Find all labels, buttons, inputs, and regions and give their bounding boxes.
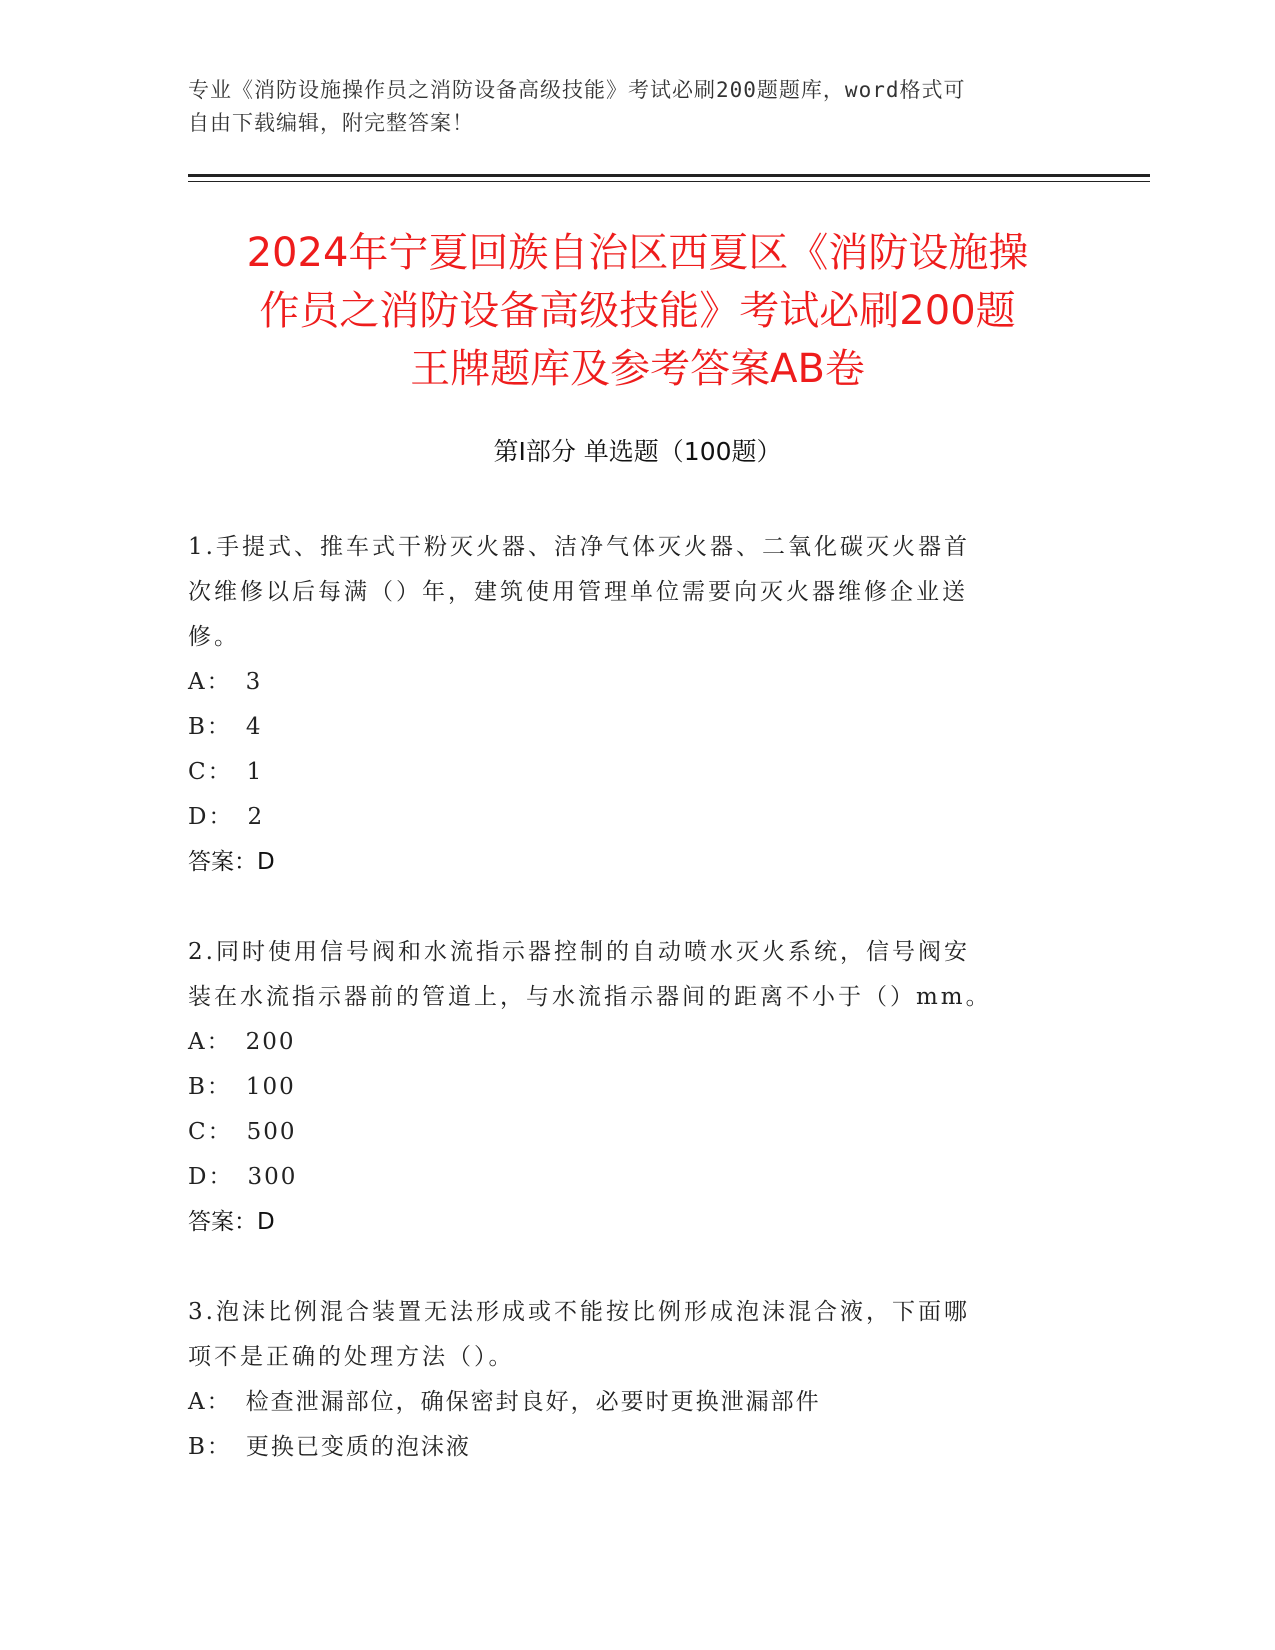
title-line-2: 作员之消防设备高级技能》考试必刷200题 xyxy=(259,288,1016,334)
option-text: 3 xyxy=(245,669,263,695)
option-key: C： xyxy=(188,759,233,785)
question-stem-line: 次维修以后每满（）年，建筑使用管理单位需要向灭火器维修企业送 xyxy=(188,579,968,605)
option-key: B： xyxy=(188,1434,232,1460)
title-line-3: 王牌题库及参考答案AB卷 xyxy=(410,346,865,392)
question-1-option-b xyxy=(188,705,1068,750)
option-text: 100 xyxy=(245,1074,296,1100)
option-key: D： xyxy=(188,804,234,830)
option-key: A： xyxy=(188,669,232,695)
title-line-1: 2024年宁夏回族自治区西夏区《消防设施操 xyxy=(246,230,1029,276)
option-key: B： xyxy=(188,714,232,740)
question-1 xyxy=(188,525,1068,885)
question-3-option-b xyxy=(188,1425,1068,1470)
question-stem-line: 1.手提式、推车式干粉灭火器、洁净气体灭火器、二氧化碳灭火器首 xyxy=(188,534,970,560)
option-text: 2 xyxy=(247,804,265,830)
option-text: 4 xyxy=(245,714,263,740)
question-1-option-d xyxy=(188,795,1068,840)
question-2-stem xyxy=(188,930,1068,1020)
question-2-option-c xyxy=(188,1110,1068,1155)
option-text: 更换已变质的泡沫液 xyxy=(245,1434,471,1460)
question-1-answer: 答案：D xyxy=(188,849,275,875)
question-1-option-c xyxy=(188,750,1068,795)
option-text: 500 xyxy=(246,1119,297,1145)
header-note-line-2: 自由下载编辑，附完整答案！ xyxy=(188,111,474,135)
question-list xyxy=(188,525,1068,1515)
option-text: 1 xyxy=(246,759,264,785)
option-key: A： xyxy=(188,1029,232,1055)
question-2 xyxy=(188,930,1068,1245)
question-1-option-a xyxy=(188,660,1068,705)
question-3-stem xyxy=(188,1290,1068,1380)
option-key: C： xyxy=(188,1119,233,1145)
option-key: A： xyxy=(188,1389,232,1415)
section-title: 第Ⅰ部分 单选题（100题） xyxy=(493,437,782,466)
document-title xyxy=(160,224,1115,398)
question-2-answer: 答案：D xyxy=(188,1209,275,1235)
question-3-option-a xyxy=(188,1380,1068,1425)
question-3 xyxy=(188,1290,1068,1470)
question-2-option-a xyxy=(188,1020,1068,1065)
question-1-stem xyxy=(188,525,1068,660)
option-text: 300 xyxy=(247,1164,298,1190)
question-stem-line: 项不是正确的处理方法（）。 xyxy=(188,1344,515,1370)
question-stem-line: 2.同时使用信号阀和水流指示器控制的自动喷水灭火系统，信号阀安 xyxy=(188,939,970,965)
option-key: B： xyxy=(188,1074,232,1100)
document-header-note xyxy=(188,74,1088,140)
header-divider-thick xyxy=(188,174,1150,177)
option-text: 200 xyxy=(245,1029,296,1055)
question-stem-line: 装在水流指示器前的管道上，与水流指示器间的距离不小于（）mm。 xyxy=(188,984,992,1010)
question-2-option-b xyxy=(188,1065,1068,1110)
question-stem-line: 修。 xyxy=(188,624,240,650)
option-text: 检查泄漏部位，确保密封良好，必要时更换泄漏部件 xyxy=(245,1389,821,1415)
question-stem-line: 3.泡沫比例混合装置无法形成或不能按比例形成泡沫混合液，下面哪 xyxy=(188,1299,970,1325)
header-note-line-1: 专业《消防设施操作员之消防设备高级技能》考试必刷200题题库，word格式可 xyxy=(188,78,966,102)
option-key: D： xyxy=(188,1164,234,1190)
question-2-option-d xyxy=(188,1155,1068,1200)
header-divider-thin xyxy=(188,181,1150,182)
